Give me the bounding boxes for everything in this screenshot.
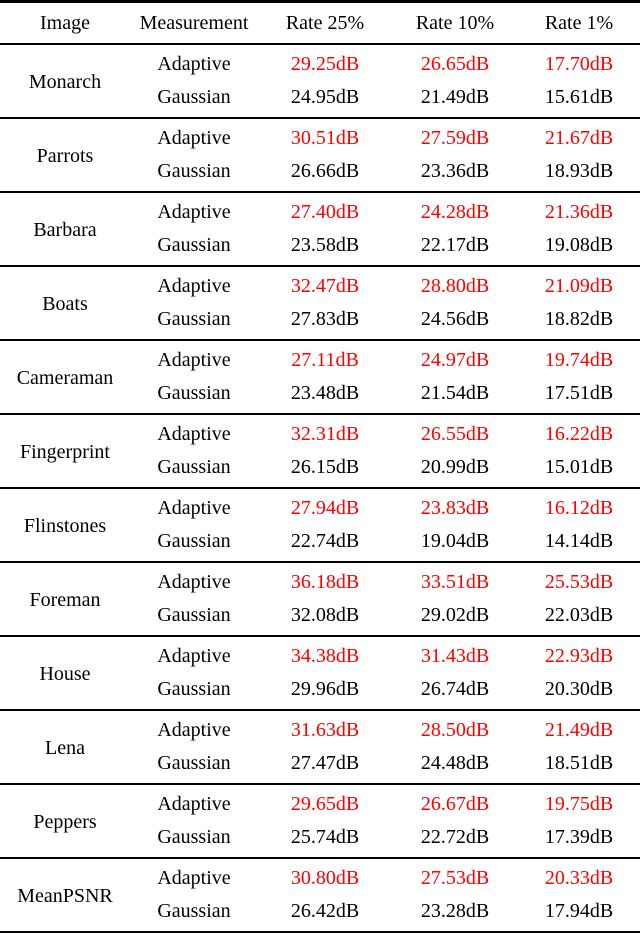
rate25-adaptive-value: 34.38dB [290, 645, 360, 667]
measurement-adaptive-label: Adaptive [157, 497, 231, 519]
measurement-adaptive-label: Adaptive [157, 867, 231, 889]
rate10-gaussian-value: 23.36dB [420, 160, 490, 182]
table-row-group [0, 562, 640, 636]
measurement-adaptive-label: Adaptive [157, 571, 231, 593]
rate10-adaptive-value: 23.83dB [420, 497, 490, 519]
measurement-adaptive-label: Adaptive [157, 201, 231, 223]
image-name-cell: Monarch [28, 71, 102, 93]
rate10-gaussian-value: 24.48dB [420, 752, 490, 774]
image-name-cell: Foreman [29, 589, 101, 611]
rate1-adaptive-value: 21.36dB [544, 201, 614, 223]
measurement-gaussian-label: Gaussian [157, 678, 231, 700]
rate25-adaptive-value: 31.63dB [290, 719, 360, 741]
table-row-group [0, 118, 640, 192]
rate25-gaussian-value: 32.08dB [290, 604, 360, 626]
image-name-cell: Fingerprint [20, 441, 110, 463]
image-name-cell: Peppers [33, 811, 97, 833]
rate1-gaussian-value: 22.03dB [544, 604, 614, 626]
table-header [0, 2, 640, 45]
rate10-adaptive-value: 27.59dB [420, 127, 490, 149]
image-name-cell: MeanPSNR [17, 885, 113, 907]
measurement-adaptive-label: Adaptive [157, 349, 231, 371]
table-row-group [0, 858, 640, 932]
table-row-adaptive [0, 562, 640, 599]
rate1-adaptive-value: 19.74dB [544, 349, 614, 371]
table-row-adaptive [0, 44, 640, 81]
rate10-adaptive-value: 33.51dB [420, 571, 490, 593]
rate1-adaptive-value: 20.33dB [544, 867, 614, 889]
table-row-adaptive [0, 858, 640, 895]
rate25-gaussian-value: 23.58dB [290, 234, 360, 256]
rate10-gaussian-value: 19.04dB [420, 530, 490, 552]
rate25-gaussian-value: 26.66dB [290, 160, 360, 182]
rate10-adaptive-value: 24.28dB [420, 201, 490, 223]
measurement-adaptive-label: Adaptive [157, 275, 231, 297]
rate10-adaptive-value: 26.67dB [420, 793, 490, 815]
table-row-adaptive [0, 266, 640, 303]
rate1-gaussian-value: 17.51dB [544, 382, 614, 404]
rate25-adaptive-value: 30.51dB [290, 127, 360, 149]
measurement-gaussian-label: Gaussian [157, 86, 231, 108]
rate25-gaussian-value: 26.15dB [290, 456, 360, 478]
measurement-gaussian-label: Gaussian [157, 234, 231, 256]
rate10-gaussian-value: 21.54dB [420, 382, 490, 404]
measurement-gaussian-label: Gaussian [157, 530, 231, 552]
rate10-gaussian-value: 23.28dB [420, 900, 490, 922]
rate10-adaptive-value: 27.53dB [420, 867, 490, 889]
rate10-gaussian-value: 21.49dB [420, 86, 490, 108]
rate25-gaussian-value: 25.74dB [290, 826, 360, 848]
rate1-gaussian-value: 15.61dB [544, 86, 614, 108]
rate25-adaptive-value: 27.94dB [290, 497, 360, 519]
table-row-adaptive [0, 340, 640, 377]
image-name-cell: Lena [45, 737, 85, 759]
rate1-adaptive-value: 25.53dB [544, 571, 614, 593]
measurement-adaptive-label: Adaptive [157, 53, 231, 75]
rate1-gaussian-value: 19.08dB [544, 234, 614, 256]
image-name-cell: Flinstones [23, 515, 107, 537]
measurement-gaussian-label: Gaussian [157, 456, 231, 478]
rate1-adaptive-value: 16.12dB [544, 497, 614, 519]
table-row-adaptive [0, 192, 640, 229]
image-name-cell: Cameraman [16, 367, 114, 389]
column-header-rate-1: Rate 1% [518, 2, 640, 45]
table-row-group [0, 44, 640, 118]
rate25-adaptive-value: 32.47dB [290, 275, 360, 297]
table-row-group [0, 340, 640, 414]
column-header-rate-25: Rate 25% [258, 2, 392, 45]
measurement-adaptive-label: Adaptive [157, 719, 231, 741]
column-header-rate-10: Rate 10% [392, 2, 518, 45]
rate25-gaussian-value: 24.95dB [290, 86, 360, 108]
rate1-adaptive-value: 22.93dB [544, 645, 614, 667]
table-row-group [0, 192, 640, 266]
table-row-group [0, 414, 640, 488]
rate1-gaussian-value: 15.01dB [544, 456, 614, 478]
rate25-adaptive-value: 27.11dB [291, 349, 359, 371]
rate1-gaussian-value: 14.14dB [544, 530, 614, 552]
rate1-gaussian-value: 17.94dB [544, 900, 614, 922]
rate25-gaussian-value: 27.83dB [290, 308, 360, 330]
rate10-adaptive-value: 31.43dB [420, 645, 490, 667]
rate10-gaussian-value: 26.74dB [420, 678, 490, 700]
rate10-gaussian-value: 22.17dB [420, 234, 490, 256]
table-row-adaptive [0, 414, 640, 451]
measurement-adaptive-label: Adaptive [157, 645, 231, 667]
rate1-adaptive-value: 21.49dB [544, 719, 614, 741]
rate1-gaussian-value: 18.82dB [544, 308, 614, 330]
rate1-adaptive-value: 21.09dB [544, 275, 614, 297]
column-header-image: Image [0, 2, 130, 45]
image-name-cell: House [39, 663, 91, 685]
rate1-gaussian-value: 17.39dB [544, 826, 614, 848]
rate10-gaussian-value: 20.99dB [420, 456, 490, 478]
measurement-adaptive-label: Adaptive [157, 127, 231, 149]
measurement-gaussian-label: Gaussian [157, 382, 231, 404]
rate25-adaptive-value: 27.40dB [290, 201, 360, 223]
rate25-adaptive-value: 32.31dB [290, 423, 360, 445]
rate1-gaussian-value: 18.93dB [544, 160, 614, 182]
table-row-group [0, 784, 640, 858]
rate1-adaptive-value: 19.75dB [544, 793, 614, 815]
rate25-gaussian-value: 29.96dB [290, 678, 360, 700]
rate10-gaussian-value: 29.02dB [420, 604, 490, 626]
rate10-adaptive-value: 26.55dB [420, 423, 490, 445]
table-row-group [0, 266, 640, 340]
image-name-cell: Parrots [36, 145, 94, 167]
table-row-adaptive [0, 710, 640, 747]
rate10-gaussian-value: 24.56dB [420, 308, 490, 330]
image-name-cell: Barbara [33, 219, 97, 241]
measurement-gaussian-label: Gaussian [157, 160, 231, 182]
measurement-adaptive-label: Adaptive [157, 793, 231, 815]
measurement-gaussian-label: Gaussian [157, 900, 231, 922]
rate25-gaussian-value: 27.47dB [290, 752, 360, 774]
table-row-adaptive [0, 488, 640, 525]
measurement-gaussian-label: Gaussian [157, 752, 231, 774]
rate10-gaussian-value: 22.72dB [420, 826, 490, 848]
measurement-gaussian-label: Gaussian [157, 308, 231, 330]
rate25-gaussian-value: 23.48dB [290, 382, 360, 404]
rate1-adaptive-value: 21.67dB [544, 127, 614, 149]
image-name-cell: Boats [42, 293, 88, 315]
rate25-gaussian-value: 26.42dB [290, 900, 360, 922]
table-row-group [0, 636, 640, 710]
rate25-adaptive-value: 36.18dB [290, 571, 360, 593]
rate10-adaptive-value: 26.65dB [420, 53, 490, 75]
rate1-adaptive-value: 17.70dB [544, 53, 614, 75]
rate1-gaussian-value: 20.30dB [544, 678, 614, 700]
table-row-adaptive [0, 784, 640, 821]
measurement-gaussian-label: Gaussian [157, 604, 231, 626]
rate1-adaptive-value: 16.22dB [544, 423, 614, 445]
measurement-gaussian-label: Gaussian [157, 826, 231, 848]
rate25-gaussian-value: 22.74dB [290, 530, 360, 552]
rate25-adaptive-value: 29.65dB [290, 793, 360, 815]
header-row [0, 2, 640, 45]
measurement-adaptive-label: Adaptive [157, 423, 231, 445]
table-row-group [0, 488, 640, 562]
table-row-adaptive [0, 636, 640, 673]
table-row-group [0, 710, 640, 784]
rate1-gaussian-value: 18.51dB [544, 752, 614, 774]
column-header-measurement: Measurement [130, 2, 258, 45]
rate25-adaptive-value: 30.80dB [290, 867, 360, 889]
rate25-adaptive-value: 29.25dB [290, 53, 360, 75]
rate10-adaptive-value: 28.50dB [420, 719, 490, 741]
rate10-adaptive-value: 24.97dB [420, 349, 490, 371]
table-row-adaptive [0, 118, 640, 155]
rate10-adaptive-value: 28.80dB [420, 275, 490, 297]
